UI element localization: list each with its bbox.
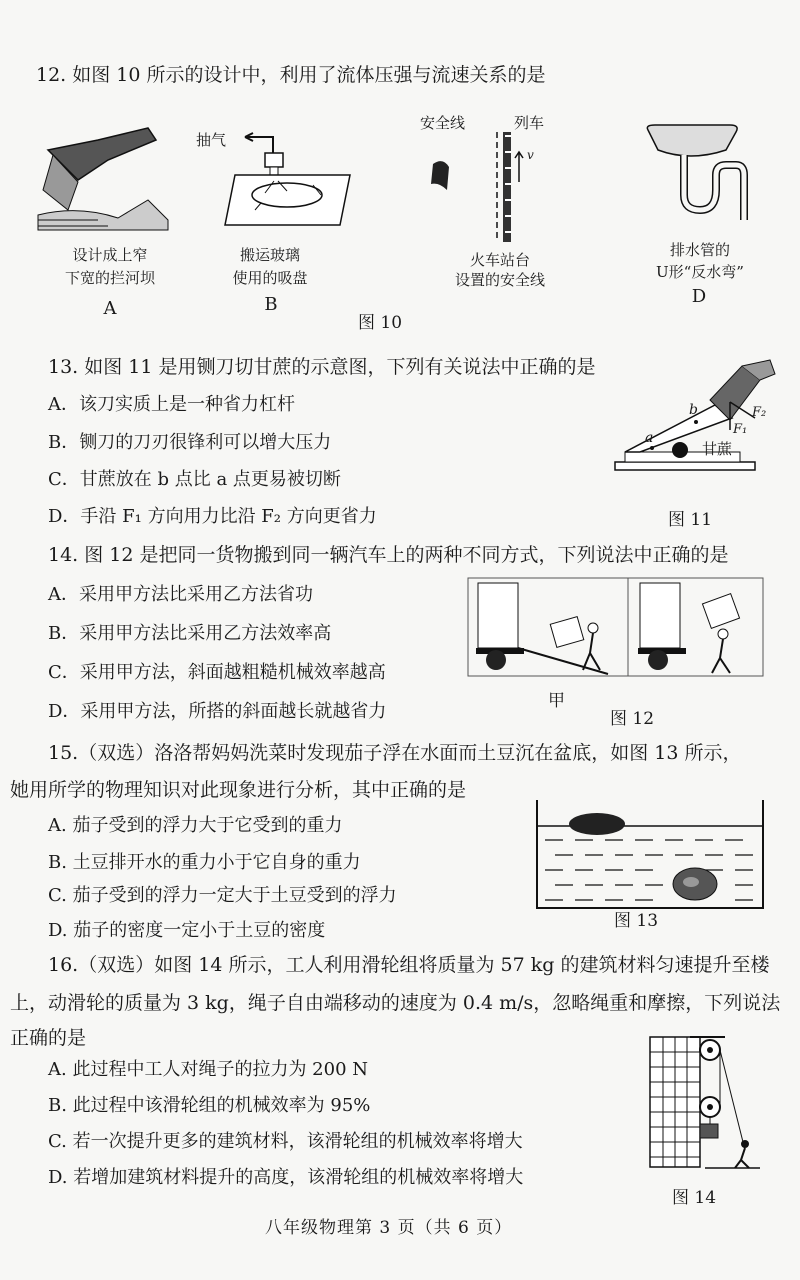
label-point-a: a bbox=[645, 430, 654, 446]
q16-option-c: C. 若一次提升更多的建筑材料，该滑轮组的机械效率将增大 bbox=[48, 1131, 523, 1152]
q16-stem-line2: 上，动滑轮的质量为 3 kg，绳子自由端移动的速度为 0.4 m/s，忽略绳重和摩擦，下列说法 bbox=[10, 992, 781, 1014]
q15-stem-line1: 15.（双选）洛洛帮妈妈洗菜时发现茄子浮在水面而土豆沉在盆底，如图 13 所示， bbox=[48, 742, 742, 764]
train-figure bbox=[425, 112, 535, 242]
chaff-cutter-figure bbox=[610, 360, 780, 485]
pulley-building-figure bbox=[645, 1032, 760, 1172]
figure-14-label: 图 14 bbox=[672, 1188, 717, 1208]
label-train: 列车 bbox=[514, 114, 545, 132]
caption-c1: 火车站台 bbox=[469, 251, 530, 269]
figure-12-label: 图 12 bbox=[610, 709, 655, 729]
q12-stem: 12. 如图 10 所示的设计中，利用了流体压强与流速关系的是 bbox=[36, 64, 546, 86]
drain-pipe-figure bbox=[640, 120, 750, 235]
q13-option-a: A．该刀实质上是一种省力杠杆 bbox=[48, 394, 295, 415]
q14-option-c: C．采用甲方法，斜面越粗糙机械效率越高 bbox=[48, 662, 386, 683]
q15-option-c: C. 茄子受到的浮力一定大于土豆受到的浮力 bbox=[48, 885, 397, 906]
figure-10-label: 图 10 bbox=[358, 313, 403, 333]
figure-11-label: 图 11 bbox=[668, 510, 713, 530]
q14-option-b: B．采用甲方法比采用乙方法效率高 bbox=[48, 623, 332, 644]
caption-d1: 排水管的 bbox=[669, 241, 730, 259]
caption-a2: 下宽的拦河坝 bbox=[64, 269, 155, 287]
figure-12-sub-label: 甲 bbox=[548, 691, 565, 711]
q16-stem-line1: 16.（双选）如图 14 所示，工人利用滑轮组将质量为 57 kg 的建筑材料匀速提升至楼 bbox=[48, 954, 770, 976]
caption-b1: 搬运玻璃 bbox=[239, 246, 300, 264]
q13-stem: 13. 如图 11 是用铡刀切甘蔗的示意图，下列有关说法中正确的是 bbox=[48, 356, 596, 378]
label-velocity: v bbox=[527, 148, 534, 162]
dam-figure bbox=[38, 120, 168, 230]
q14-option-a: A．采用甲方法比采用乙方法省功 bbox=[48, 584, 313, 605]
letter-d: D bbox=[691, 286, 707, 307]
figure-13-label: 图 13 bbox=[614, 911, 659, 931]
caption-d2: U形“反水弯” bbox=[656, 263, 744, 281]
suction-cup-figure bbox=[225, 125, 355, 235]
q15-option-a: A. 茄子受到的浮力大于它受到的重力 bbox=[48, 815, 343, 836]
label-f2: F₂ bbox=[752, 405, 767, 420]
q16-stem-line3: 正确的是 bbox=[10, 1027, 87, 1049]
q16-option-b: B. 此过程中该滑轮组的机械效率为 95% bbox=[48, 1095, 371, 1116]
letter-b: B bbox=[264, 294, 278, 315]
q15-option-d: D. 茄子的密度一定小于土豆的密度 bbox=[48, 920, 326, 941]
truck-loading-figure bbox=[468, 578, 763, 678]
label-point-b: b bbox=[689, 402, 698, 418]
q15-option-b: B. 土豆排开水的重力小于它自身的重力 bbox=[48, 852, 361, 873]
page-footer: 八年级物理第 3 页（共 6 页） bbox=[265, 1218, 513, 1238]
letter-a: A bbox=[103, 298, 117, 319]
q14-stem: 14. 图 12 是把同一货物搬到同一辆汽车上的两种不同方式，下列说法中正确的是 bbox=[48, 544, 729, 566]
q13-option-c: C．甘蔗放在 b 点比 a 点更易被切断 bbox=[48, 469, 341, 490]
label-safety-line: 安全线 bbox=[420, 114, 466, 132]
caption-a1: 设计成上窄 bbox=[72, 246, 148, 264]
q13-option-b: B．铡刀的刀刃很锋利可以增大压力 bbox=[48, 432, 332, 453]
q14-option-d: D．采用甲方法，所搭的斜面越长就越省力 bbox=[48, 701, 387, 722]
q13-option-d: D．手沿 F₁ 方向用力比沿 F₂ 方向更省力 bbox=[48, 506, 377, 527]
label-pump-air: 抽气 bbox=[196, 131, 227, 149]
label-sugarcane: 甘蔗 bbox=[702, 440, 733, 458]
q16-option-d: D. 若增加建筑材料提升的高度，该滑轮组的机械效率将增大 bbox=[48, 1167, 524, 1188]
basin-figure bbox=[535, 800, 765, 910]
q15-stem-line2: 她用所学的物理知识对此现象进行分析，其中正确的是 bbox=[10, 779, 467, 801]
q16-option-a: A. 此过程中工人对绳子的拉力为 200 N bbox=[48, 1059, 368, 1080]
caption-c2: 设置的安全线 bbox=[454, 271, 545, 289]
label-f1: F₁ bbox=[733, 422, 748, 437]
caption-b2: 使用的吸盘 bbox=[232, 269, 308, 287]
